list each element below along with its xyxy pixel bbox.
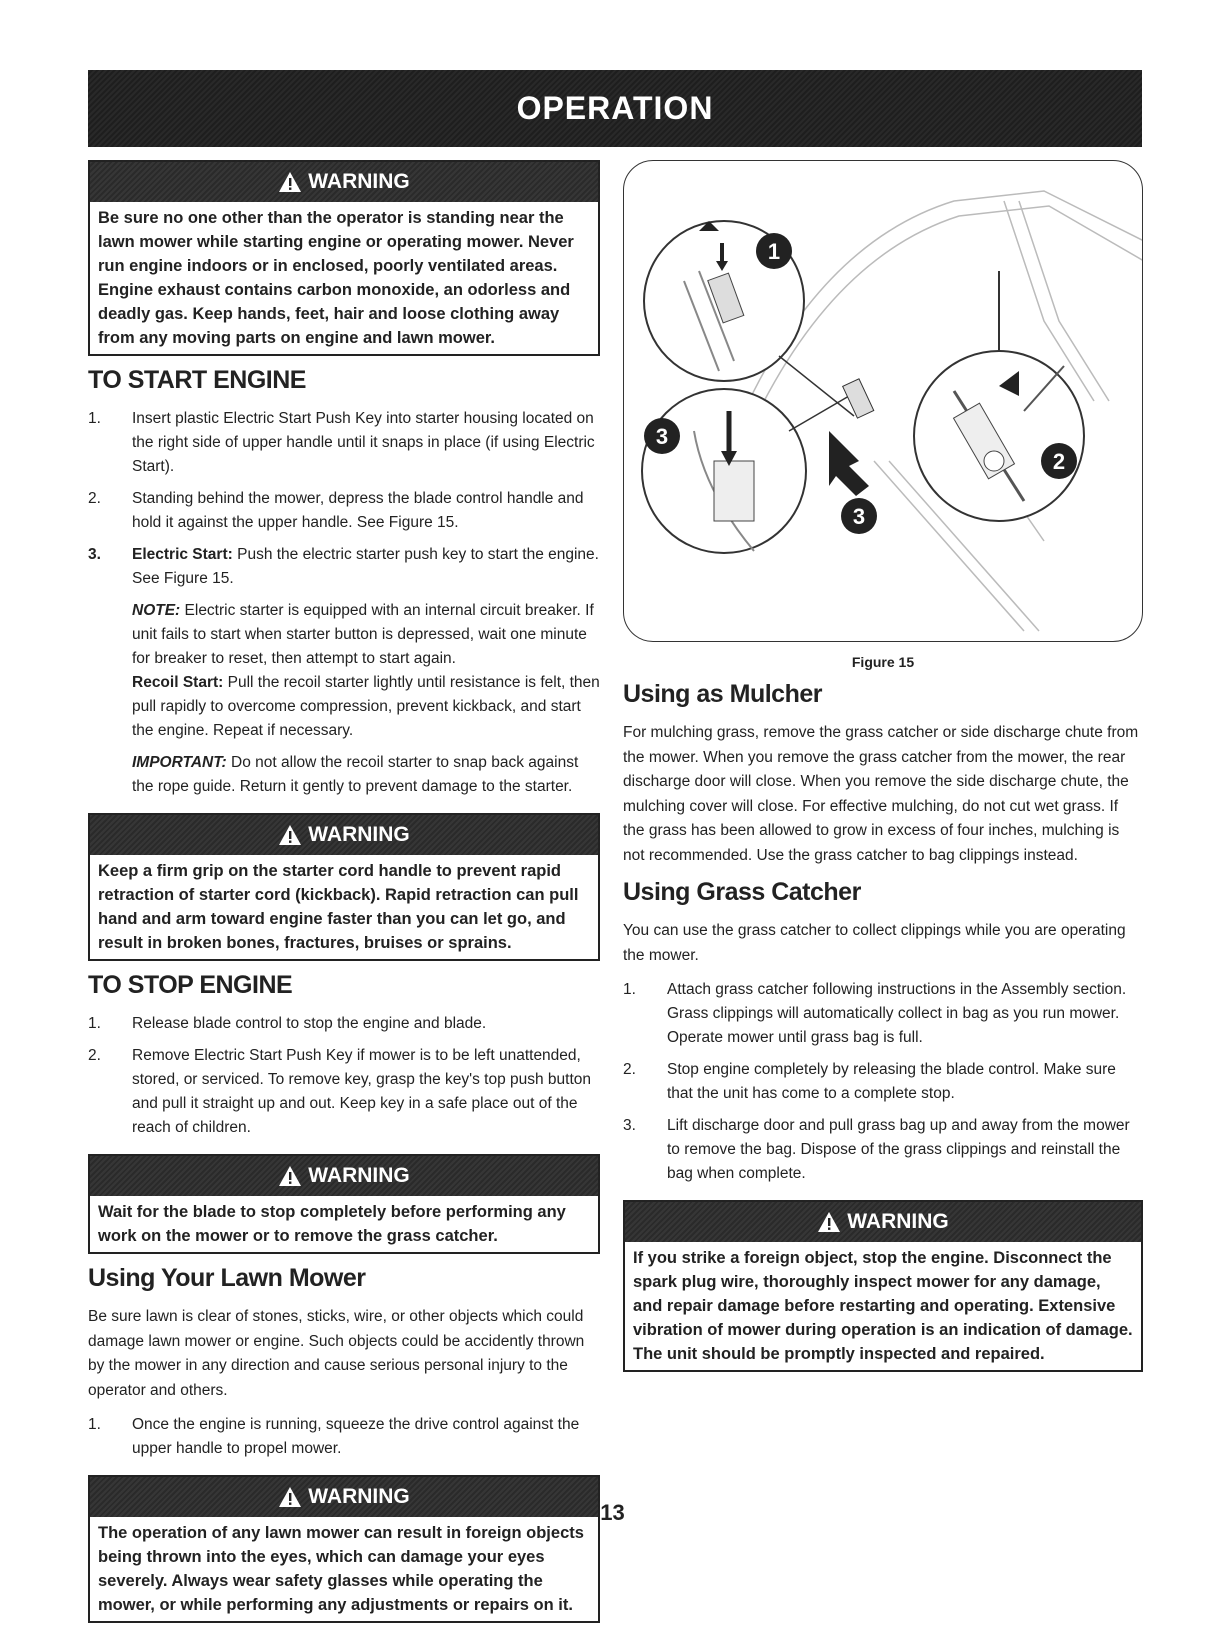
list-item: 2. Standing behind the mower, depress the blade control handle and hold it against the upper handle. See Figure 15. (88, 490, 584, 531)
using-mower-steps (88, 1413, 600, 1461)
stop-engine-heading: TO STOP ENGINE (88, 971, 293, 999)
callout-badge-3 (644, 418, 680, 454)
grass-catcher-intro: You can use the grass catcher to collect clippings while you are operating the mower. (623, 922, 1126, 964)
mower-handle-drawing (624, 161, 1142, 641)
detail-circle-2 (914, 351, 1084, 521)
grass-catcher-heading: Using Grass Catcher (623, 878, 861, 906)
callout-number: 3 (852, 504, 866, 529)
list-item: 3. Electric Start: Push the electric starter push key to start the engine. See Figure 15. (88, 546, 599, 587)
page-title: OPERATION (516, 90, 714, 126)
warning-triangle-icon (278, 824, 302, 846)
page-number: 13 (600, 1500, 625, 1525)
important-label: IMPORTANT: (132, 754, 227, 771)
note-label: NOTE: (132, 602, 181, 619)
mulcher-text: For mulching grass, remove the grass catcher or side discharge chute from the mower. When you remove the grass catcher from the mower, the rear discharge door will close. When you remove the side discharge chute, the mulching cover will close. For effective mulching, do not cut wet grass. If the grass has been allowed to grow in excess of four inches, mulching is not recommended. Use the grass catcher to bag clippings instead. (623, 724, 1139, 864)
warning-triangle-icon (278, 171, 302, 193)
warning-label: WARNING (847, 1210, 949, 1233)
warning-text: Wait for the blade to stop completely before performing any work on the mower or to remove the grass catcher. (98, 1203, 566, 1245)
figure-caption: Figure 15 (851, 654, 915, 670)
left-column (88, 160, 600, 1633)
warning-header (90, 1156, 598, 1196)
mulcher-heading: Using as Mulcher (623, 680, 822, 708)
list-item: 1. Attach grass catcher following instructions in the Assembly section. Grass clippings will automatically collect in bag as you run mower. Operate mower until grass bag is full. (623, 981, 1127, 1046)
using-mower-intro: Be sure lawn is clear of stones, sticks, wire, or other objects which could damage lawn mower or engine. Such objects could be accidently thrown by the mower in any direction and cause serious personal injury to the operator and others. (88, 1308, 585, 1399)
warning-text: Be sure no one other than the operator is standing near the lawn mower while starting engine or operating mower. Never run engine indoors or in enclosed, poorly ventilated areas. Engine exhaust contains carbon monoxide, an odorless and deadly gas. Keep hands, feet, hair and loose clothing away from any moving parts on engine and lawn mower. (98, 209, 574, 347)
warning-label: WARNING (308, 1164, 410, 1187)
figure-15-illustration (623, 160, 1143, 642)
important-block (88, 751, 600, 799)
recoil-start-text: Pull the recoil starter lightly until resistance is felt, then pull rapidly to overcome compression, prevent kickback, and start the engine. Repeat if necessary. (132, 674, 600, 739)
electric-start-label: Electric Start: (132, 546, 233, 563)
warning-text: Keep a firm grip on the starter cord handle to prevent rapid retraction of starter cord (kickback). Rapid retraction can pull hand and arm toward engine faster than you can let go, and result in broken bones, fractures, bruises or sprains. (98, 862, 579, 952)
warning-label: WARNING (308, 170, 410, 193)
start-engine-steps (88, 407, 600, 591)
warning-label: WARNING (308, 1485, 410, 1508)
important-text: Do not allow the recoil starter to snap back against the rope guide. Return it gently to prevent damage to the starter. (132, 754, 579, 795)
warning-text: The operation of any lawn mower can result in foreign objects being thrown into the eyes, which can damage your eyes severely. Always wear safety glasses while operating the mower, or while performing any adjustments or repairs on it. (98, 1524, 584, 1614)
recoil-start-label: Recoil Start: (132, 674, 224, 691)
warning-header (90, 162, 598, 202)
warning-box (88, 1154, 600, 1254)
callout-number: 1 (767, 239, 781, 264)
list-item: 1. Insert plastic Electric Start Push Key into starter housing located on the right side of upper handle until it snaps in place (if using Electric Start). (88, 410, 595, 475)
list-item: 2. Remove Electric Start Push Key if mower is to be left unattended, stored, or serviced. To remove key, grasp the key's top push button and pull it straight up and out. Keep key in a safe place out of the reach of children. (88, 1047, 592, 1136)
right-column (623, 160, 1143, 1382)
list-item: 1. Once the engine is running, squeeze the drive control against the upper handle to propel mower. (88, 1416, 580, 1457)
warning-text: If you strike a foreign object, stop the engine. Disconnect the spark plug wire, thoroughly inspect mower for any damage, and repair damage before restarting and operating. Extensive vibration of mower during operation is an indication of damage. The unit should be promptly inspected and repaired. (633, 1249, 1133, 1363)
warning-box (88, 160, 600, 356)
list-item: 1. Release blade control to stop the engine and blade. (88, 1015, 487, 1032)
warning-box (88, 1475, 600, 1623)
warning-box (623, 1200, 1143, 1372)
warning-box (88, 813, 600, 961)
callout-badge-1 (756, 233, 792, 269)
section-header-bar (88, 70, 1142, 147)
note-text: Electric starter is equipped with an internal circuit breaker. If unit fails to start when starter button is depressed, wait one minute for breaker to reset, then attempt to start again. (132, 602, 594, 667)
callout-number: 3 (655, 424, 669, 449)
callout-badge-3b (841, 498, 877, 534)
warning-triangle-icon (817, 1211, 841, 1233)
warning-header (625, 1202, 1141, 1242)
warning-header (90, 815, 598, 855)
list-item: 2. Stop engine completely by releasing the blade control. Make sure that the unit has come to a complete stop. (623, 1061, 1116, 1102)
start-engine-heading: TO START ENGINE (88, 366, 306, 394)
grass-catcher-steps (623, 978, 1143, 1186)
callout-badge-2 (1041, 443, 1077, 479)
list-item: 3. Lift discharge door and pull grass bag up and away from the mower to remove the bag. Dispose of the grass clippings and reinstall the bag when complete. (623, 1117, 1130, 1182)
stop-engine-steps (88, 1012, 600, 1140)
warning-label: WARNING (308, 823, 410, 846)
using-mower-heading: Using Your Lawn Mower (88, 1264, 366, 1292)
warning-triangle-icon (278, 1165, 302, 1187)
detail-circle-3 (642, 389, 806, 553)
note-block (88, 599, 600, 743)
callout-number: 2 (1052, 449, 1066, 474)
